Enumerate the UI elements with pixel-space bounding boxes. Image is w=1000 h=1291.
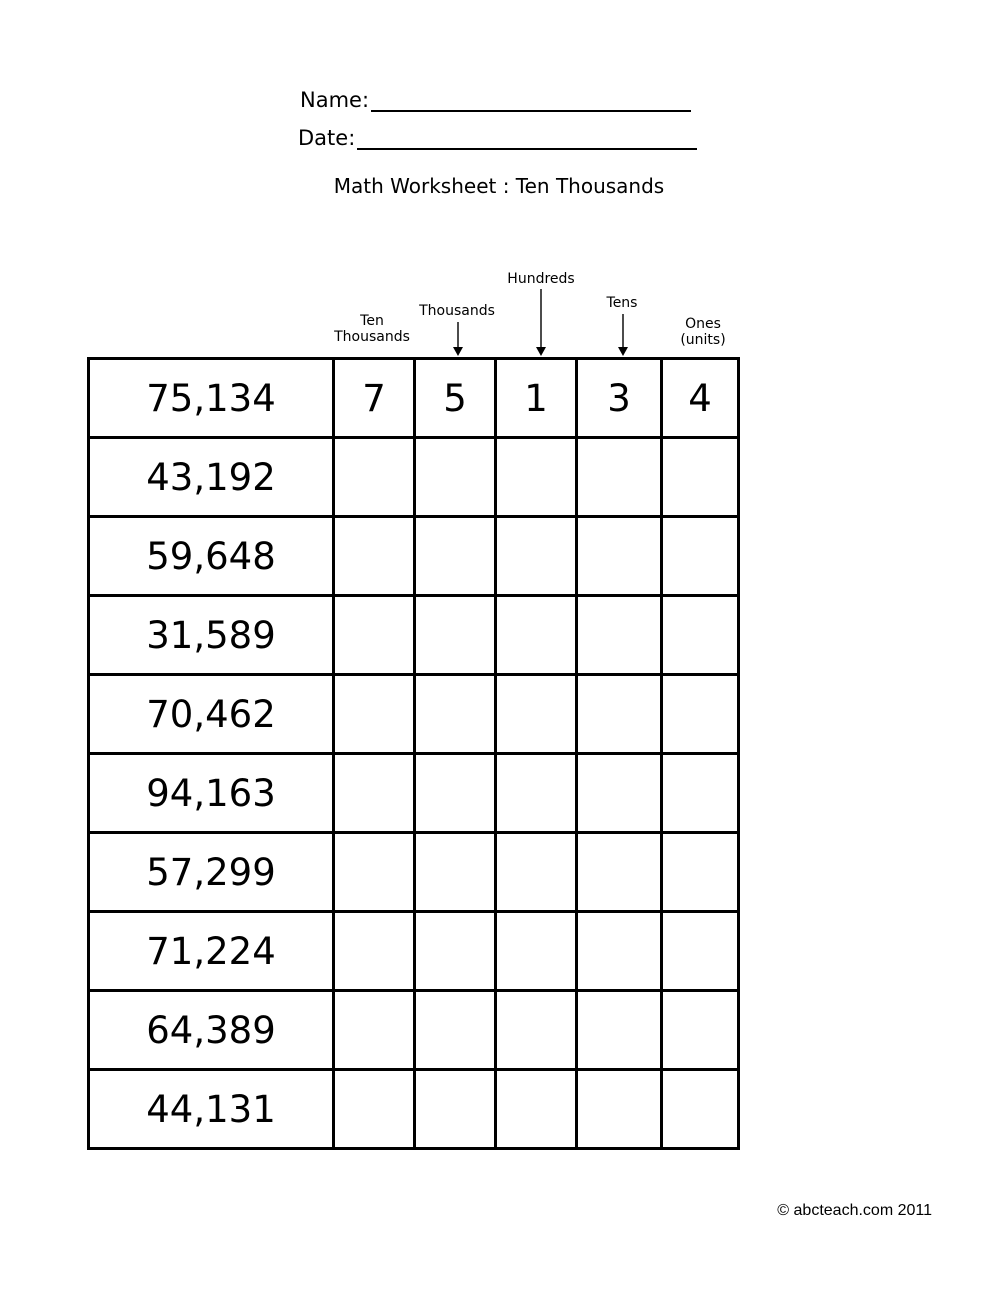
tens-cell[interactable]: [577, 517, 662, 596]
hundreds-cell[interactable]: [496, 675, 577, 754]
table-row: [89, 675, 739, 754]
hundreds-cell[interactable]: [496, 754, 577, 833]
number-cell: 94,163: [89, 754, 334, 833]
ten-thousands-cell[interactable]: [334, 1070, 415, 1149]
tens-cell[interactable]: [577, 596, 662, 675]
thousands-cell[interactable]: [415, 675, 496, 754]
table-row: [89, 991, 739, 1070]
label-ten-thousands-line2: Thousands: [334, 329, 410, 345]
copyright-notice: © abcteach.com 2011: [777, 1202, 932, 1219]
ten-thousands-cell[interactable]: [334, 754, 415, 833]
ones-cell[interactable]: [662, 991, 739, 1070]
ten-thousands-cell[interactable]: [334, 517, 415, 596]
hundreds-cell[interactable]: [496, 1070, 577, 1149]
thousands-cell[interactable]: 5: [415, 359, 496, 438]
date-label: Date:: [298, 126, 356, 150]
hundreds-cell[interactable]: [496, 596, 577, 675]
ones-cell[interactable]: [662, 517, 739, 596]
ten-thousands-cell[interactable]: [334, 912, 415, 991]
number-cell: 43,192: [89, 438, 334, 517]
table-row: [89, 596, 739, 675]
arrow-tens-icon: [618, 314, 628, 356]
thousands-cell[interactable]: [415, 991, 496, 1070]
tens-cell[interactable]: [577, 675, 662, 754]
name-label: Name:: [300, 88, 370, 112]
ten-thousands-cell[interactable]: 7: [334, 359, 415, 438]
worksheet-title: Math Worksheet : Ten Thousands: [333, 174, 665, 198]
thousands-cell[interactable]: [415, 596, 496, 675]
table-row: [89, 754, 739, 833]
arrow-hundreds-icon: [536, 289, 546, 356]
label-tens: Tens: [606, 295, 638, 311]
ten-thousands-cell[interactable]: [334, 675, 415, 754]
number-cell: 31,589: [89, 596, 334, 675]
place-value-table: [87, 357, 740, 1150]
thousands-cell[interactable]: [415, 517, 496, 596]
ones-cell[interactable]: [662, 596, 739, 675]
arrow-thousands-icon: [453, 322, 463, 356]
number-cell: 57,299: [89, 833, 334, 912]
thousands-cell[interactable]: [415, 1070, 496, 1149]
ten-thousands-cell[interactable]: [334, 596, 415, 675]
ones-cell[interactable]: 4: [662, 359, 739, 438]
tens-cell[interactable]: [577, 754, 662, 833]
number-cell: 59,648: [89, 517, 334, 596]
table-row: [89, 833, 739, 912]
hundreds-cell[interactable]: [496, 912, 577, 991]
ten-thousands-cell[interactable]: [334, 438, 415, 517]
hundreds-cell[interactable]: [496, 833, 577, 912]
number-cell: 64,389: [89, 991, 334, 1070]
tens-cell[interactable]: 3: [577, 359, 662, 438]
tens-cell[interactable]: [577, 1070, 662, 1149]
hundreds-cell[interactable]: [496, 991, 577, 1070]
ones-cell[interactable]: [662, 912, 739, 991]
table-row: [89, 438, 739, 517]
hundreds-cell[interactable]: 1: [496, 359, 577, 438]
label-hundreds: Hundreds: [507, 271, 575, 287]
table-row: [89, 359, 739, 438]
ones-cell[interactable]: [662, 754, 739, 833]
number-cell: 71,224: [89, 912, 334, 991]
label-ones-line2: (units): [680, 332, 726, 348]
number-cell: 75,134: [89, 359, 334, 438]
hundreds-cell[interactable]: [496, 517, 577, 596]
tens-cell[interactable]: [577, 991, 662, 1070]
hundreds-cell[interactable]: [496, 438, 577, 517]
ones-cell[interactable]: [662, 1070, 739, 1149]
table-row: [89, 912, 739, 991]
ones-cell[interactable]: [662, 833, 739, 912]
number-cell: 70,462: [89, 675, 334, 754]
column-arrows: [0, 0, 1000, 360]
label-thousands: Thousands: [419, 303, 495, 319]
thousands-cell[interactable]: [415, 912, 496, 991]
number-cell: 44,131: [89, 1070, 334, 1149]
ten-thousands-cell[interactable]: [334, 833, 415, 912]
ones-cell[interactable]: [662, 438, 739, 517]
tens-cell[interactable]: [577, 912, 662, 991]
ten-thousands-cell[interactable]: [334, 991, 415, 1070]
tens-cell[interactable]: [577, 438, 662, 517]
thousands-cell[interactable]: [415, 438, 496, 517]
table-row: [89, 517, 739, 596]
thousands-cell[interactable]: [415, 833, 496, 912]
table-row: [89, 1070, 739, 1149]
tens-cell[interactable]: [577, 833, 662, 912]
thousands-cell[interactable]: [415, 754, 496, 833]
ones-cell[interactable]: [662, 675, 739, 754]
label-ten-thousands-line1: Ten: [360, 313, 384, 329]
label-ones-line1: Ones: [685, 316, 721, 332]
